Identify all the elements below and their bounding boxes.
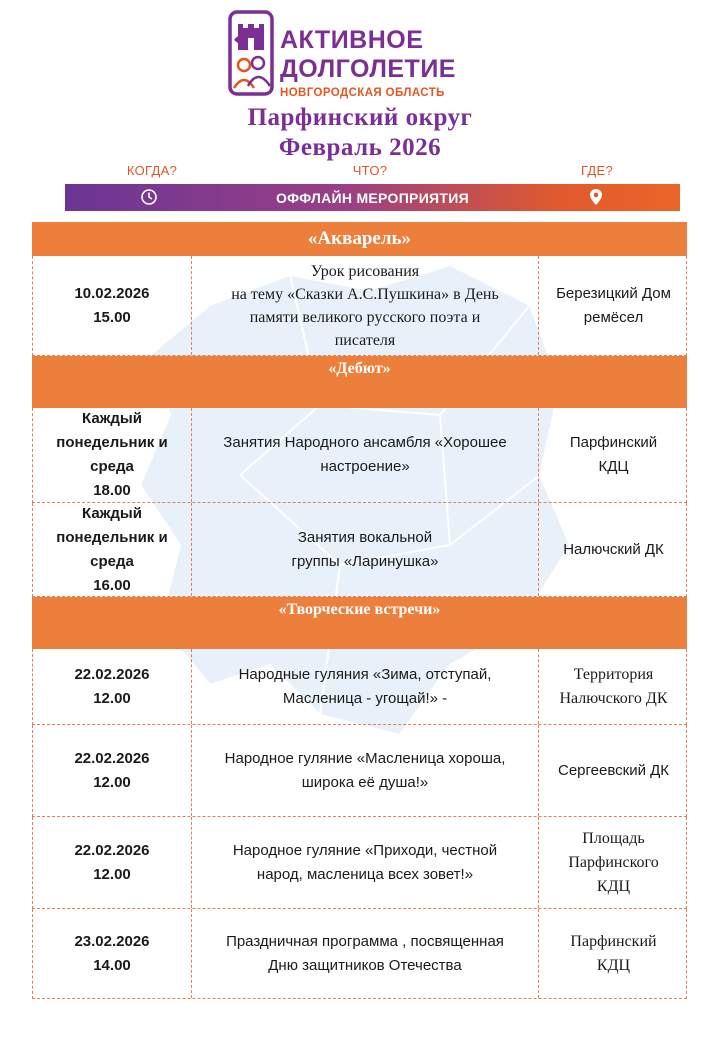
event-row [32,817,687,909]
event-location: Территория Налючского ДК [559,665,668,707]
event-date-time: 22.02.2026 12.00 [74,665,150,707]
event-date-time: 22.02.2026 12.00 [74,749,150,791]
event-date-time: Каждый понедельник и среда 18.00 [56,410,168,499]
event-location: Сергеевский ДК [557,761,670,779]
event-location: Площадь Парфинского КДЦ [568,829,659,895]
event-description: Занятия вокальной группы «Ларинушка» [291,528,439,570]
event-row [32,408,687,503]
section-header [32,356,687,408]
district-title: Парфинский округ [247,104,473,131]
event-description: Праздничная программа , посвященная Дню защитников Отечества [226,932,504,974]
event-row [32,503,687,597]
event-description: Народное гуляние «Масленица хороша, широка её душа!» [224,749,506,791]
column-label-when: КОГДА? [126,163,178,178]
event-date-time: Каждый понедельник и среда 16.00 [56,504,168,594]
event-location: Парфинский КДЦ [570,932,657,974]
column-label-where: ГДЕ? [580,163,614,178]
event-description: Урок рисования на тему «Сказки А.С.Пушкина» в День памяти великого русского поэта и писателя [231,262,499,349]
event-location: Березицкий Дом ремёсел [556,284,671,326]
logo-text-region: НОВГОРОДСКАЯ ОБЛАСТЬ [280,87,445,99]
event-row [32,649,687,725]
event-description: Занятия Народного ансамбля «Хорошее настроение» [223,434,507,475]
event-description: Народное гуляние «Приходи, честной народ, масленица всех зовет!» [232,841,498,883]
section-title: «Дебют» [328,360,391,377]
event-date-time: 10.02.2026 15.00 [74,284,150,326]
section-title: «Акварель» [307,228,412,249]
section-header [32,597,687,649]
logo-text-line1: АКТИВНОЕ [280,26,424,54]
event-location: Налючский ДК [563,540,664,558]
event-row [32,725,687,817]
month-title: Февраль 2026 [278,134,442,161]
event-row [32,256,687,356]
event-location: Парфинский КДЦ [569,434,658,475]
banner-title: ОФФЛАЙН МЕРОПРИЯТИЯ [275,190,469,206]
event-date-time: 22.02.2026 12.00 [74,841,150,883]
event-date-time: 23.02.2026 14.00 [74,932,150,974]
section-title: «Творческие встречи» [278,601,441,618]
logo-text-line2: ДОЛГОЛЕТИЕ [280,55,456,83]
column-label-what: ЧТО? [352,163,388,178]
event-row [32,909,687,999]
event-description: Народные гуляния «Зима, отступай, Масленица - угощай!» - [238,665,492,707]
section-header [32,222,687,256]
